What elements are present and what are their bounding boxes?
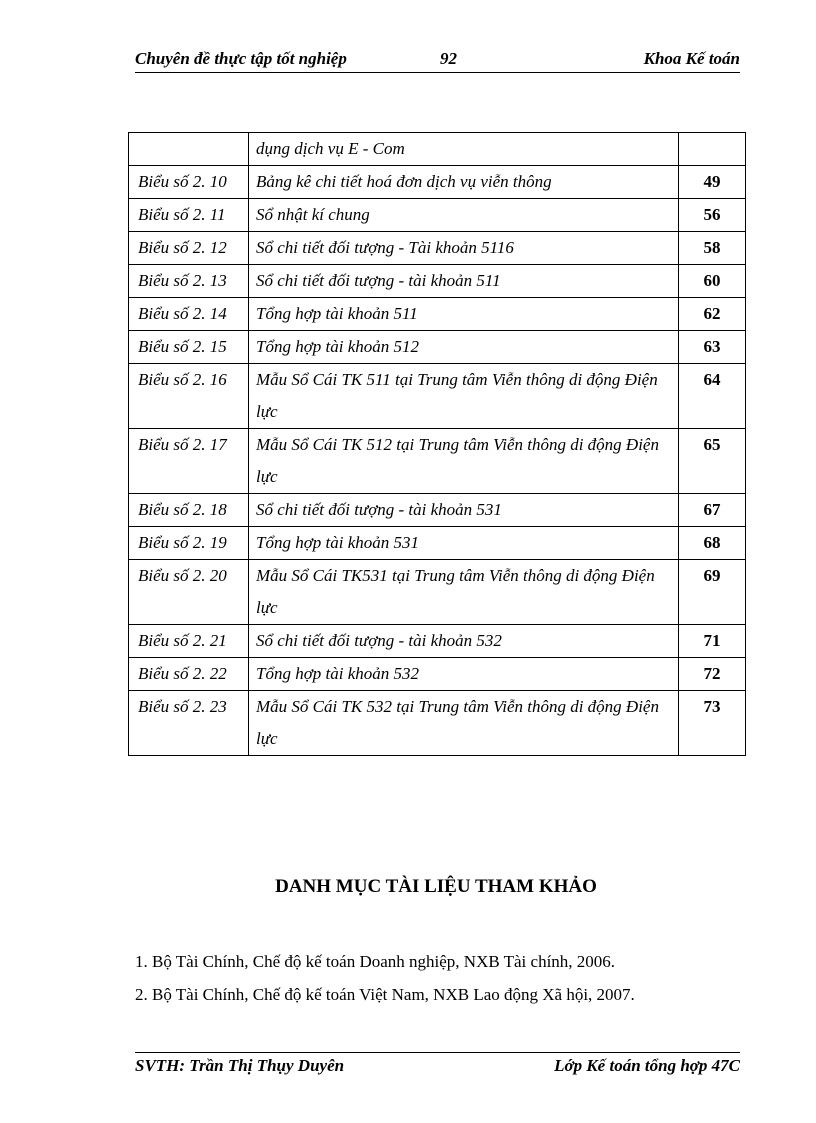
table-row <box>129 331 746 364</box>
table-row <box>129 199 746 232</box>
table-row <box>129 658 746 691</box>
references-title: DANH MỤC TÀI LIỆU THAM KHẢO <box>275 876 597 897</box>
figure-title: dụng dịch vụ E - Com <box>249 133 679 166</box>
figure-id: Biểu số 2. 14 <box>129 298 249 331</box>
header-title: Chuyên đề thực tập tốt nghiệp <box>135 49 347 68</box>
figure-id <box>129 133 249 166</box>
figure-id: Biểu số 2. 21 <box>129 625 249 658</box>
figure-page: 69 <box>679 560 746 625</box>
figure-id: Biểu số 2. 13 <box>129 265 249 298</box>
figure-title: Tổng hợp tài khoản 512 <box>249 331 679 364</box>
figure-page: 49 <box>679 166 746 199</box>
table-row <box>129 265 746 298</box>
reference-item: 1. Bộ Tài Chính, Chế độ kế toán Doanh nghiệp, NXB Tài chính, 2006. <box>135 952 616 971</box>
page-number: 92 <box>440 49 457 68</box>
figure-title: Sổ chi tiết đối tượng - tài khoản 531 <box>249 494 679 527</box>
table-row <box>129 429 746 494</box>
figure-page: 73 <box>679 691 746 756</box>
reference-item: 2. Bộ Tài Chính, Chế độ kế toán Việt Nam, NXB Lao động Xã hội, 2007. <box>135 985 635 1004</box>
figure-title: Sổ chi tiết đối tượng - tài khoản 532 <box>249 625 679 658</box>
figure-id: Biểu số 2. 17 <box>129 429 249 494</box>
figure-page: 58 <box>679 232 746 265</box>
figure-title: Mẫu Sổ Cái TK531 tại Trung tâm Viễn thông di động Điện lực <box>249 560 679 625</box>
figure-title: Mẫu Sổ Cái TK 532 tại Trung tâm Viễn thông di động Điện lực <box>249 691 679 756</box>
table-row <box>129 133 746 166</box>
figure-title: Sổ chi tiết đối tượng - tài khoản 511 <box>249 265 679 298</box>
figure-title: Sổ chi tiết đối tượng - Tài khoản 5116 <box>249 232 679 265</box>
table-row <box>129 298 746 331</box>
references-list <box>135 945 635 1011</box>
figure-page: 68 <box>679 527 746 560</box>
page-header <box>135 48 740 73</box>
figure-id: Biểu số 2. 23 <box>129 691 249 756</box>
figure-id: Biểu số 2. 15 <box>129 331 249 364</box>
figure-id: Biểu số 2. 11 <box>129 199 249 232</box>
figure-page: 65 <box>679 429 746 494</box>
figure-id: Biểu số 2. 20 <box>129 560 249 625</box>
figure-id: Biểu số 2. 16 <box>129 364 249 429</box>
header-department: Khoa Kế toán <box>643 49 740 68</box>
figure-title: Tổng hợp tài khoản 532 <box>249 658 679 691</box>
figure-id: Biểu số 2. 10 <box>129 166 249 199</box>
figure-title: Bảng kê chi tiết hoá đơn dịch vụ viễn thông <box>249 166 679 199</box>
table-row <box>129 364 746 429</box>
table-row <box>129 232 746 265</box>
table-row <box>129 527 746 560</box>
figure-id: Biểu số 2. 12 <box>129 232 249 265</box>
figure-page: 63 <box>679 331 746 364</box>
figure-page: 67 <box>679 494 746 527</box>
page-footer <box>135 1052 740 1079</box>
figure-title: Sổ nhật kí chung <box>249 199 679 232</box>
figure-page: 62 <box>679 298 746 331</box>
figure-title: Tổng hợp tài khoản 511 <box>249 298 679 331</box>
footer-class: Lớp Kế toán tổng hợp 47C <box>554 1056 740 1075</box>
figure-page: 56 <box>679 199 746 232</box>
table-row <box>129 560 746 625</box>
figure-title: Tổng hợp tài khoản 531 <box>249 527 679 560</box>
figure-title: Mẫu Sổ Cái TK 511 tại Trung tâm Viễn thông di động Điện lực <box>249 364 679 429</box>
figure-page: 64 <box>679 364 746 429</box>
figure-list-table <box>128 132 746 756</box>
table-row <box>129 166 746 199</box>
table-row <box>129 625 746 658</box>
figure-id: Biểu số 2. 19 <box>129 527 249 560</box>
figure-id: Biểu số 2. 22 <box>129 658 249 691</box>
table-row <box>129 691 746 756</box>
figure-page: 60 <box>679 265 746 298</box>
table-row <box>129 494 746 527</box>
footer-student: SVTH: Trần Thị Thụy Duyên <box>135 1056 345 1075</box>
figure-id: Biểu số 2. 18 <box>129 494 249 527</box>
figure-page: 71 <box>679 625 746 658</box>
figure-page <box>679 133 746 166</box>
figure-title: Mẫu Sổ Cái TK 512 tại Trung tâm Viễn thông di động Điện lực <box>249 429 679 494</box>
figure-page: 72 <box>679 658 746 691</box>
